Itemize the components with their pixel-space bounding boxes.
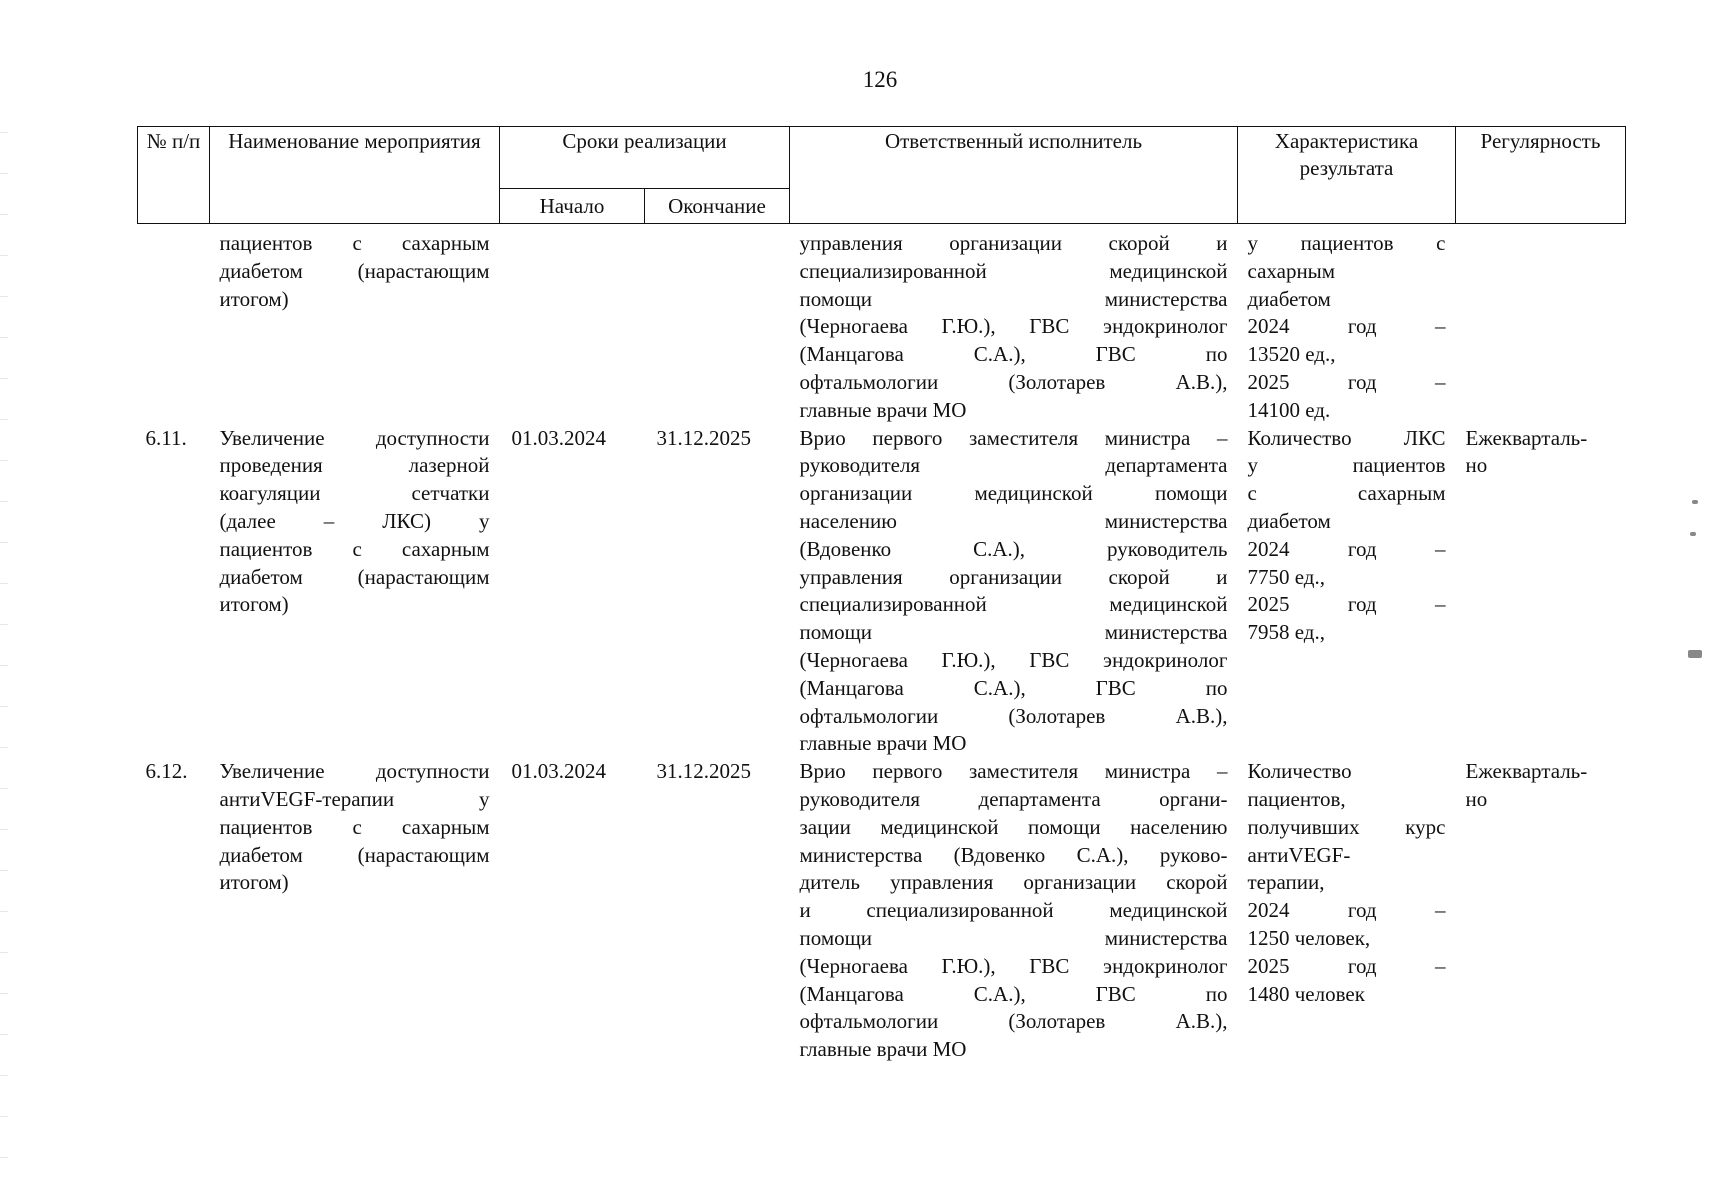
table-row <box>138 224 1626 425</box>
table-row <box>138 425 1626 759</box>
cell-line: Количество ЛКС <box>1247 425 1446 450</box>
cell-line: (Манцагова С.А.), ГВС по <box>799 342 1228 367</box>
result-characteristic <box>1238 758 1456 1064</box>
cell-line: с сахарным <box>1247 481 1446 506</box>
cell-line: министерства (Вдовенко С.А.), руково- <box>799 842 1228 867</box>
cell-line: управления организации скорой и <box>799 564 1228 589</box>
cell-line: зации медицинской помощи населению <box>799 814 1228 839</box>
cell-line: (Черногаева Г.Ю.), ГВС эндокринолог <box>799 647 1228 672</box>
start-date: 01.03.2024 <box>511 425 606 450</box>
end-date: 31.12.2025 <box>656 759 751 784</box>
cell-line: у пациентов <box>1247 453 1446 478</box>
cell-line: но <box>1465 786 1488 811</box>
cell-line: специализированной медицинской <box>799 592 1228 617</box>
cell-line: 2024 год – <box>1247 314 1446 339</box>
page-number: 126 <box>862 67 898 92</box>
row-number <box>138 224 210 425</box>
cell-line: диабетом (нарастающим <box>219 842 490 867</box>
cell-line: Увеличение доступности <box>219 759 490 784</box>
cell-line: пациентов с сахарным <box>219 231 490 255</box>
cell-line: дитель управления организации скорой <box>799 870 1228 895</box>
cell-line: специализированной медицинской <box>799 258 1228 283</box>
cell-line: главные врачи МО <box>799 1037 967 1062</box>
responsible-executor <box>790 758 1238 1064</box>
header-result: Характеристика результата <box>1238 127 1456 224</box>
activities-table <box>137 126 1626 1064</box>
table-row <box>138 758 1626 1064</box>
cell-line: (далее – ЛКС) у <box>219 508 490 533</box>
cell-line: терапии, <box>1247 870 1325 895</box>
cell-line: Количество <box>1247 759 1352 784</box>
cell-line: 2025 год – <box>1247 953 1446 978</box>
cell-line: и специализированной медицинской <box>799 898 1228 923</box>
cell-line: пациентов с сахарным <box>219 536 490 561</box>
cell-line: главные врачи МО <box>799 397 967 422</box>
cell-line: главные врачи МО <box>799 731 967 756</box>
cell-line: итогом) <box>219 286 289 311</box>
cell-line: помощи министерства <box>799 620 1228 645</box>
document-table-container <box>137 126 1625 1064</box>
end-date: 31.12.2025 <box>656 425 751 450</box>
cell-line: 2025 год – <box>1247 592 1446 617</box>
header-name: Наименование мероприятия <box>210 127 500 224</box>
cell-line: (Черногаева Г.Ю.), ГВС эндокринолог <box>799 953 1228 978</box>
start-date <box>500 224 645 425</box>
row-number: 6.12. <box>145 759 188 784</box>
header-num: № п/п <box>138 127 210 224</box>
cell-line: 2024 год – <box>1247 898 1446 923</box>
regularity <box>1456 758 1626 1064</box>
cell-line: (Черногаева Г.Ю.), ГВС эндокринолог <box>799 314 1228 339</box>
cell-line: Ежекварталь- <box>1465 425 1588 450</box>
cell-line: у пациентов с <box>1247 231 1446 255</box>
cell-line: диабетом (нарастающим <box>219 564 490 589</box>
activity-name <box>210 224 500 425</box>
cell-line: пациентов с сахарным <box>219 814 490 839</box>
scan-speck <box>1688 650 1702 658</box>
cell-line: помощи министерства <box>799 925 1228 950</box>
cell-line: диабетом <box>1247 286 1331 311</box>
cell-line: итогом) <box>219 592 289 617</box>
row-number: 6.11. <box>145 425 187 450</box>
cell-line: офтальмологии (Золотарев А.В.), <box>799 703 1228 728</box>
cell-line: помощи министерства <box>799 286 1228 311</box>
header-end: Окончание <box>645 189 790 224</box>
cell-line: (Манцагова С.А.), ГВС по <box>799 675 1228 700</box>
cell-line: руководителя департамента <box>799 453 1228 478</box>
cell-line: проведения лазерной <box>219 453 490 478</box>
cell-line: 1480 человек <box>1247 981 1365 1006</box>
cell-line: Врио первого заместителя министра – <box>799 759 1228 784</box>
header-regularity: Регулярность <box>1456 127 1626 224</box>
cell-line: Ежекварталь- <box>1465 759 1588 784</box>
cell-line: пациентов, <box>1247 786 1346 811</box>
cell-line: Увеличение доступности <box>219 425 490 450</box>
cell-line: (Манцагова С.А.), ГВС по <box>799 981 1228 1006</box>
scan-speck <box>1692 500 1698 504</box>
cell-line: но <box>1465 453 1488 478</box>
scan-speck <box>1690 532 1696 536</box>
cell-line: офтальмологии (Золотарев А.В.), <box>799 369 1228 394</box>
scan-edge-noise <box>0 110 8 1190</box>
regularity <box>1456 425 1626 759</box>
cell-line: 7958 ед., <box>1247 620 1325 645</box>
cell-line: руководителя департамента органи- <box>799 786 1228 811</box>
start-date: 01.03.2024 <box>511 759 606 784</box>
cell-line: (Вдовенко С.А.), руководитель <box>799 536 1228 561</box>
table-body <box>138 224 1626 1064</box>
cell-line: населению министерства <box>799 508 1228 533</box>
cell-line: организации медицинской помощи <box>799 481 1228 506</box>
cell-line: антиVEGF-терапии у <box>219 786 490 811</box>
header-start: Начало <box>500 189 645 224</box>
activity-name <box>210 425 500 759</box>
end-date <box>645 224 790 425</box>
responsible-executor <box>790 425 1238 759</box>
cell-line: 2025 год – <box>1247 369 1446 394</box>
cell-line: диабетом <box>1247 508 1331 533</box>
result-characteristic <box>1238 224 1456 425</box>
cell-line: 1250 человек, <box>1247 925 1371 950</box>
cell-line: 2024 год – <box>1247 536 1446 561</box>
responsible-executor <box>790 224 1238 425</box>
cell-line: 13520 ед., <box>1247 342 1336 367</box>
table-header <box>138 127 1626 224</box>
cell-line: итогом) <box>219 870 289 895</box>
cell-line: коагуляции сетчатки <box>219 481 490 506</box>
cell-line: сахарным <box>1247 258 1336 283</box>
cell-line: антиVEGF- <box>1247 842 1351 867</box>
result-characteristic <box>1238 425 1456 759</box>
cell-line: получивших курс <box>1247 814 1446 839</box>
cell-line: 14100 ед. <box>1247 397 1331 422</box>
regularity <box>1456 224 1626 425</box>
header-executor: Ответственный исполнитель <box>790 127 1238 224</box>
cell-line: офтальмологии (Золотарев А.В.), <box>799 1009 1228 1034</box>
cell-line: Врио первого заместителя министра – <box>799 425 1228 450</box>
cell-line: диабетом (нарастающим <box>219 258 490 283</box>
cell-line: управления организации скорой и <box>799 231 1228 255</box>
activity-name <box>210 758 500 1064</box>
header-period: Сроки реализации <box>500 127 790 189</box>
cell-line: 7750 ед., <box>1247 564 1325 589</box>
